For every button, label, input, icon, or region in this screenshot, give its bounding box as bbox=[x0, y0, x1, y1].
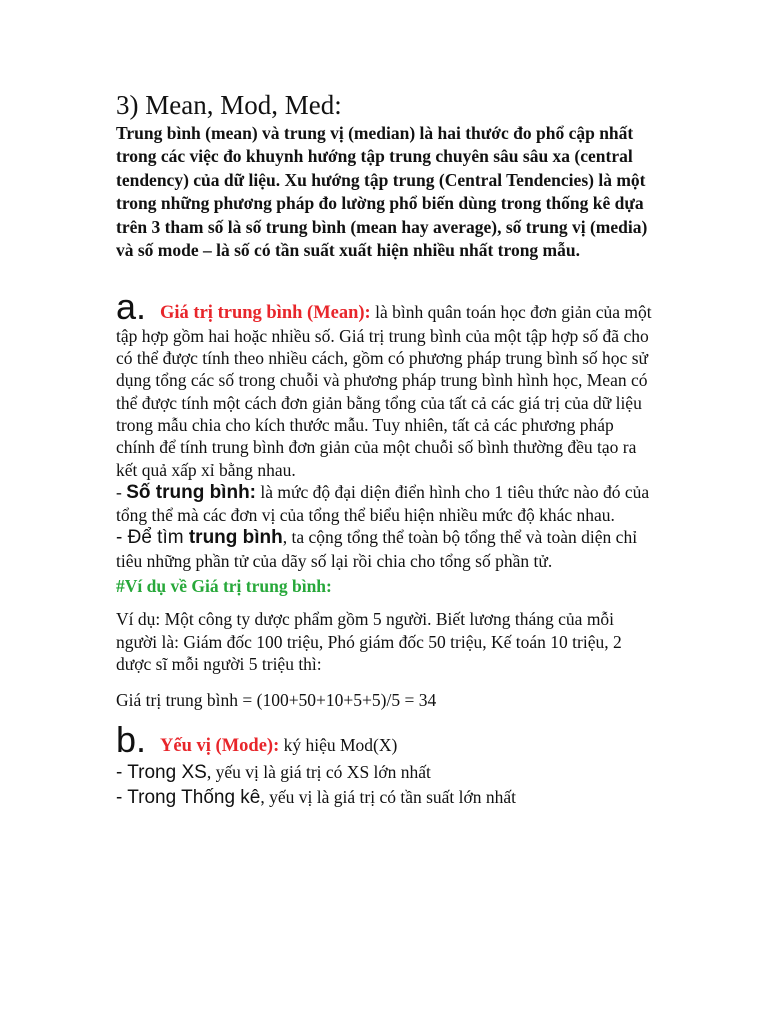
item1-text: , yếu vị là giá trị có XS lớn nhất bbox=[206, 761, 431, 782]
mode-title: Yếu vị (Mode): bbox=[160, 735, 280, 756]
item2-term: Thống kê bbox=[181, 786, 261, 808]
method-text: , ta cộng tổng thể toàn bộ tổng thể và toàn diện chỉ tiêu những phần tử của dãy số lại rồi chia cho tổng số phần tử. bbox=[116, 527, 638, 571]
mean-method bbox=[116, 526, 656, 572]
mean-paragraph bbox=[116, 286, 656, 480]
mode-item-probability bbox=[116, 760, 656, 785]
section-a-letter: a. bbox=[116, 286, 147, 328]
document-page bbox=[116, 88, 656, 810]
mode-paragraph bbox=[116, 718, 656, 760]
item2-prefix: - Trong bbox=[116, 786, 182, 808]
item1-prefix: - Trong bbox=[116, 761, 182, 783]
section-heading: 3) Mean, Mod, Med: bbox=[116, 90, 342, 120]
mode-text: ký hiệu Mod(X) bbox=[279, 734, 398, 755]
section-b bbox=[116, 718, 656, 810]
definition-term: Số trung bình: bbox=[126, 481, 257, 503]
item2-text: , yếu vị là giá trị có tần suất lớn nhất bbox=[260, 786, 517, 807]
mean-definition bbox=[116, 481, 656, 527]
example-text: Ví dụ: Một công ty dược phẩm gồm 5 người. Biết lương tháng của mỗi người là: Giám đốc 100 triệu, Phó giám đốc 50 triệu, Kế toán 10 triệu, 2 dược sĩ mỗi người 5 triệu thì: bbox=[116, 609, 622, 674]
mean-title: Giá trị trung bình (Mean): bbox=[160, 303, 371, 324]
item1-term: XS bbox=[181, 761, 207, 783]
method-prefix: - Để tìm bbox=[116, 527, 189, 549]
mean-formula: Giá trị trung bình = (100+50+10+5+5)/5 = 34 bbox=[116, 689, 437, 710]
definition-text: là mức độ đại diện điển hình cho 1 tiêu thức nào đó của tổng thể mà các đơn vị của tổng thể biểu hiện nhiều mức độ khác nhau. bbox=[116, 481, 650, 526]
section-a bbox=[116, 286, 656, 710]
method-term: trung bình bbox=[188, 527, 283, 549]
mean-text: là bình quân toán học đơn giản của một tập hợp gồm hai hoặc nhiều số. Giá trị trung bình của một tập hợp số đã cho có thể được tính theo nhiều cách, gồm có phương pháp trung bình số học sử dụng tổng các số trong chuỗi và phương pháp trung bình hình học, Mean có thể được tính một cách đơn giản bằng tổng của tất cả các giá trị của dữ liệu trong mẫu chia cho kích thước mẫu. Tuy nhiên, tất cả các phương pháp chính để tính trung bình đơn giản của một chuỗi số bình thường đều tạo ra kết quả xấp xỉ bằng nhau. bbox=[116, 302, 652, 480]
section-b-letter: b. bbox=[116, 718, 147, 760]
definition-prefix: - bbox=[116, 481, 127, 502]
mode-item-statistics bbox=[116, 785, 656, 810]
example-title: #Ví dụ về Giá trị trung bình: bbox=[116, 576, 332, 596]
intro-paragraph: Trung bình (mean) và trung vị (median) là hai thước đo phổ cập nhất trong các việc đo khuynh hướng tập trung chuyên sâu sâu xa (central tendency) của dữ liệu. Xu hướng tập trung (Central Tendencies) là một trong những phương pháp đo lường phổ biến dùng trong thống kê dựa trên 3 tham số là số trung bình (mean hay average), số trung vị (media) và số mode – là số có tần suất xuất hiện nhiều nhất trong mẫu. bbox=[116, 123, 648, 261]
